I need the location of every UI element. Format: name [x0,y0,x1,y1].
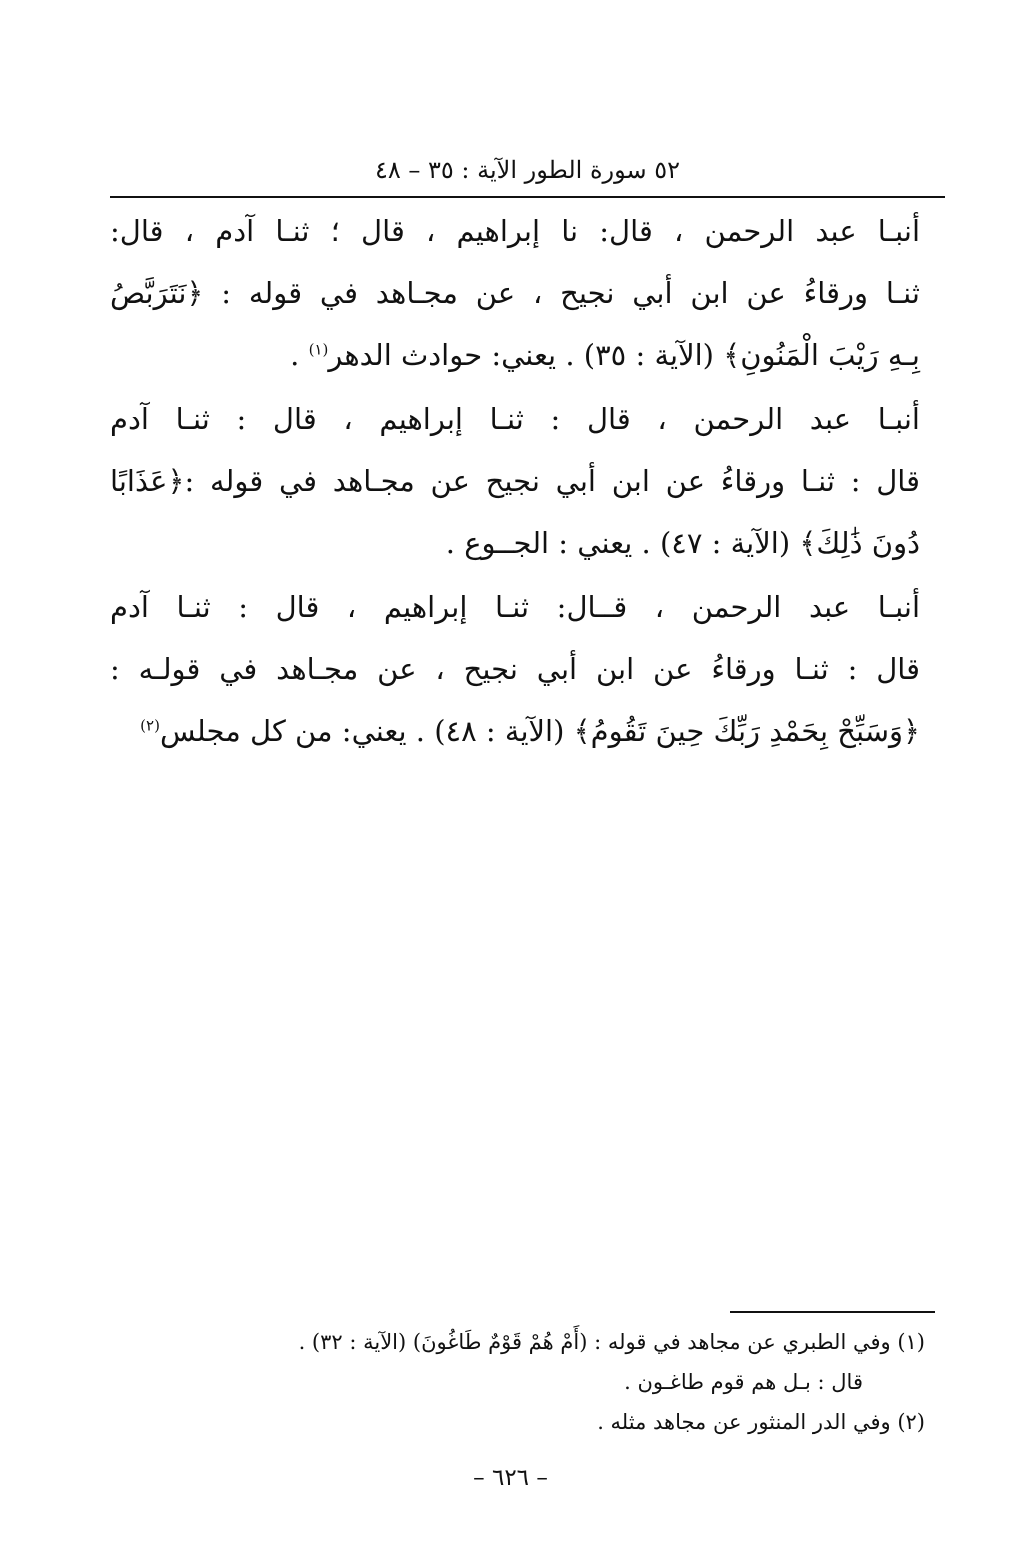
footnote-1: (١) وفي الطبري عن مجاهد في قوله : (أَمْ هُمْ قَوْمٌ طَاغُونَ) (الآية : ٣٢) . [298,1330,925,1354]
footnote-1-continuation: قال : بـل هم قوم طاغـون . [624,1370,863,1394]
line-text: دُونَ ذَٰلِكَ﴾ (الآية : ٤٧) . يعني : الجــوع . [445,526,920,560]
footnotes [115,1322,925,1442]
text-line-last [110,324,920,386]
footnote-rule [730,1311,935,1313]
paragraph-2 [110,388,920,574]
line-text: بِـهِ رَيْبَ الْمَنُونِ﴾ (الآية : ٣٥) . يعني: حوادث الدهر [328,338,920,372]
footnote-ref-1[interactable]: (١) [308,340,329,359]
text-line: ثنـا ورقاءُ عن ابن أبي نجيح ، عن مجـاهد في قوله : ﴿نَتَرَبَّصُ [110,276,920,310]
text-line: قال : ثنـا ورقاءُ عن ابن أبي نجيح ، عن مجـاهد في قولـه : [110,652,920,686]
line-end: . [290,338,309,372]
text-line: قال : ثنـا ورقاءُ عن ابن أبي نجيح عن مجـاهد في قوله :﴿عَذَابًا [110,464,920,498]
text-line: أنبـا عبد الرحمن ، قــال: ثنـا إبراهيم ، قال : ثنـا آدم [110,590,920,624]
line-text: ﴿وَسَبِّحْ بِحَمْدِ رَبِّكَ حِينَ تَقُومُ﴾ (الآية : ٤٨) . يعني: من كل مجلس [159,714,920,748]
main-text [110,200,920,762]
text-line-last [110,700,920,762]
running-header: ٥٢ سورة الطور الآية : ٣٥ – ٤٨ [374,156,681,184]
header-rule [110,196,945,198]
paragraph-1 [110,200,920,386]
text-line: أنبـا عبد الرحمن ، قال : ثنـا إبراهيم ، قال : ثنـا آدم [110,402,920,436]
page-number: – ٦٢٦ – [473,1465,548,1491]
footnote-2: (٢) وفي الدر المنثور عن مجاهد مثله . [597,1410,925,1434]
text-line-last [110,512,920,574]
footnote-ref-2[interactable]: (٢) [140,716,160,735]
text-line: أنبـا عبد الرحمن ، قال: نا إبراهيم ، قال ؛ ثنـا آدم ، قال: [110,214,920,248]
paragraph-3 [110,576,920,762]
